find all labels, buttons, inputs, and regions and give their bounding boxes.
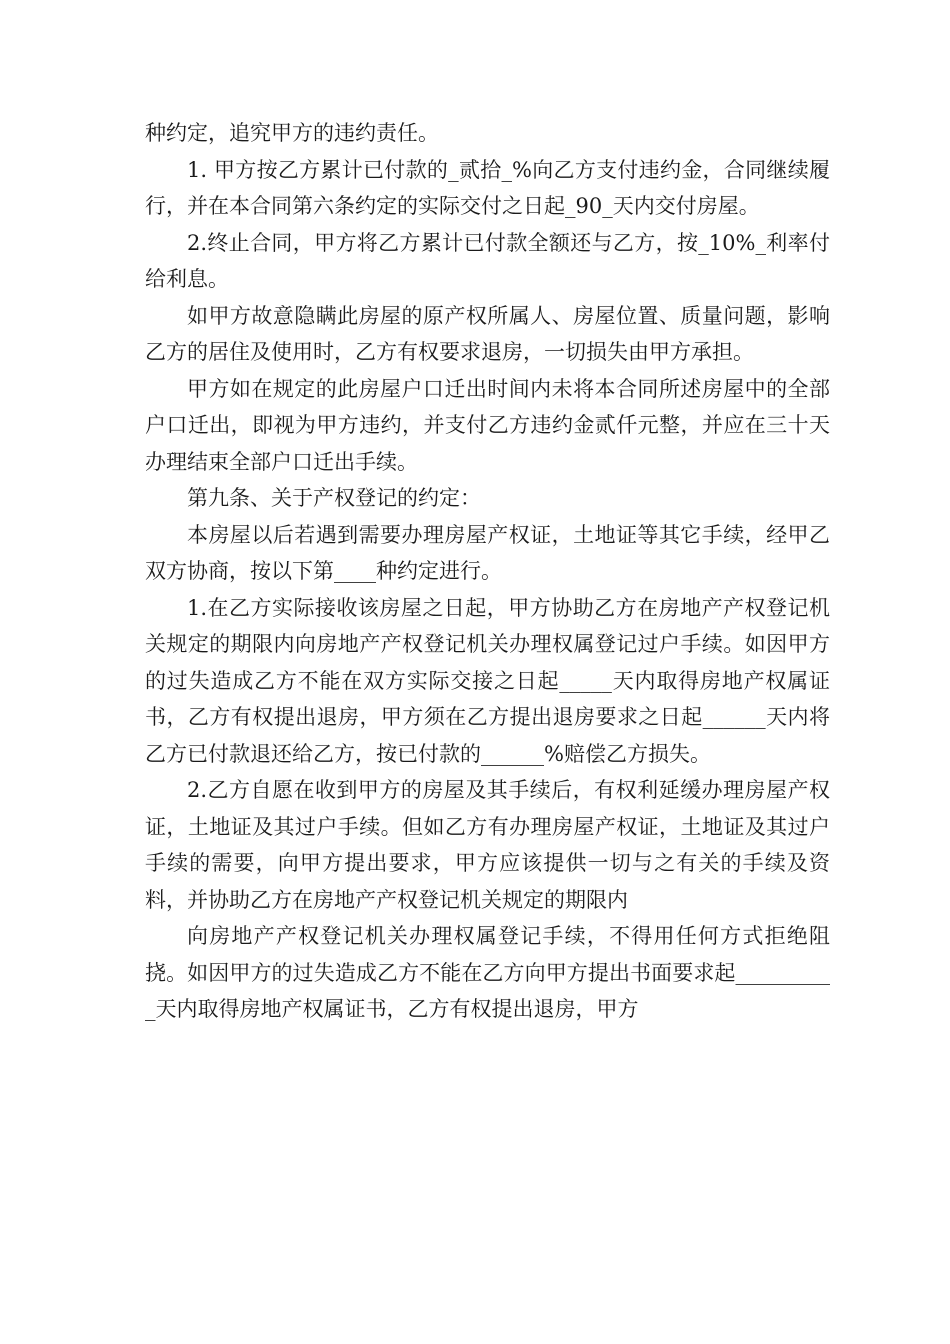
document-body [145,115,830,1028]
paragraph-continuation: 种约定，追究甲方的违约责任。 [145,121,439,145]
paragraph-article-9-intro: 本房屋以后若遇到需要办理房屋产权证，土地证等其它手续，经甲乙双方协商，按以下第____种约定进行。 [145,522,830,583]
paragraph-article-9-option-2-cont: 向房地产产权登记机关办理权属登记手续，不得用任何方式拒绝阻挠。如因甲方的过失造成乙方不能在乙方向甲方提出书面要求起__________天内取得房地产权属证书，乙方有权提出退房，甲方 [145,924,830,1021]
paragraph-article-9-option-1: 1.在乙方实际接收该房屋之日起，甲方协助乙方在房地产产权登记机关规定的期限内向房地产产权登记机关办理权属登记过户手续。如因甲方的过失造成乙方不能在双方实际交接之日起_____天内取得房地产权属证书，乙方有权提出退房，甲方须在乙方提出退房要求之日起______天内将乙方已付款退还给乙方，按已付款的______%赔偿乙方损失。 [145,595,830,766]
paragraph-clause-2: 2.终止合同，甲方将乙方累计已付款全额还与乙方，按_10%_利率付给利息。 [145,230,830,291]
paragraph-clause-1: 1. 甲方按乙方累计已付款的_贰拾_%向乙方支付违约金，合同继续履行，并在本合同第六条约定的实际交付之日起_90_天内交付房屋。 [145,157,830,218]
paragraph-article-9-option-2: 2.乙方自愿在收到甲方的房屋及其手续后，有权利延缓办理房屋产权证，土地证及其过户手续。但如乙方有办理房屋产权证，土地证及其过户手续的需要，向甲方提出要求，甲方应该提供一切与之有关的手续及资料，并协助乙方在房地产产权登记机关规定的期限内 [145,778,830,912]
paragraph-concealment: 如甲方故意隐瞒此房屋的原产权所属人、房屋位置、质量问题，影响乙方的居住及使用时，乙方有权要求退房，一切损失由甲方承担。 [145,303,830,364]
paragraph-household-registration: 甲方如在规定的此房屋户口迁出时间内未将本合同所述房屋中的全部户口迁出，即视为甲方违约，并支付乙方违约金贰仟元整，并应在三十天办理结束全部户口迁出手续。 [145,376,830,474]
section-heading-article-9: 第九条、关于产权登记的约定： [187,486,481,510]
